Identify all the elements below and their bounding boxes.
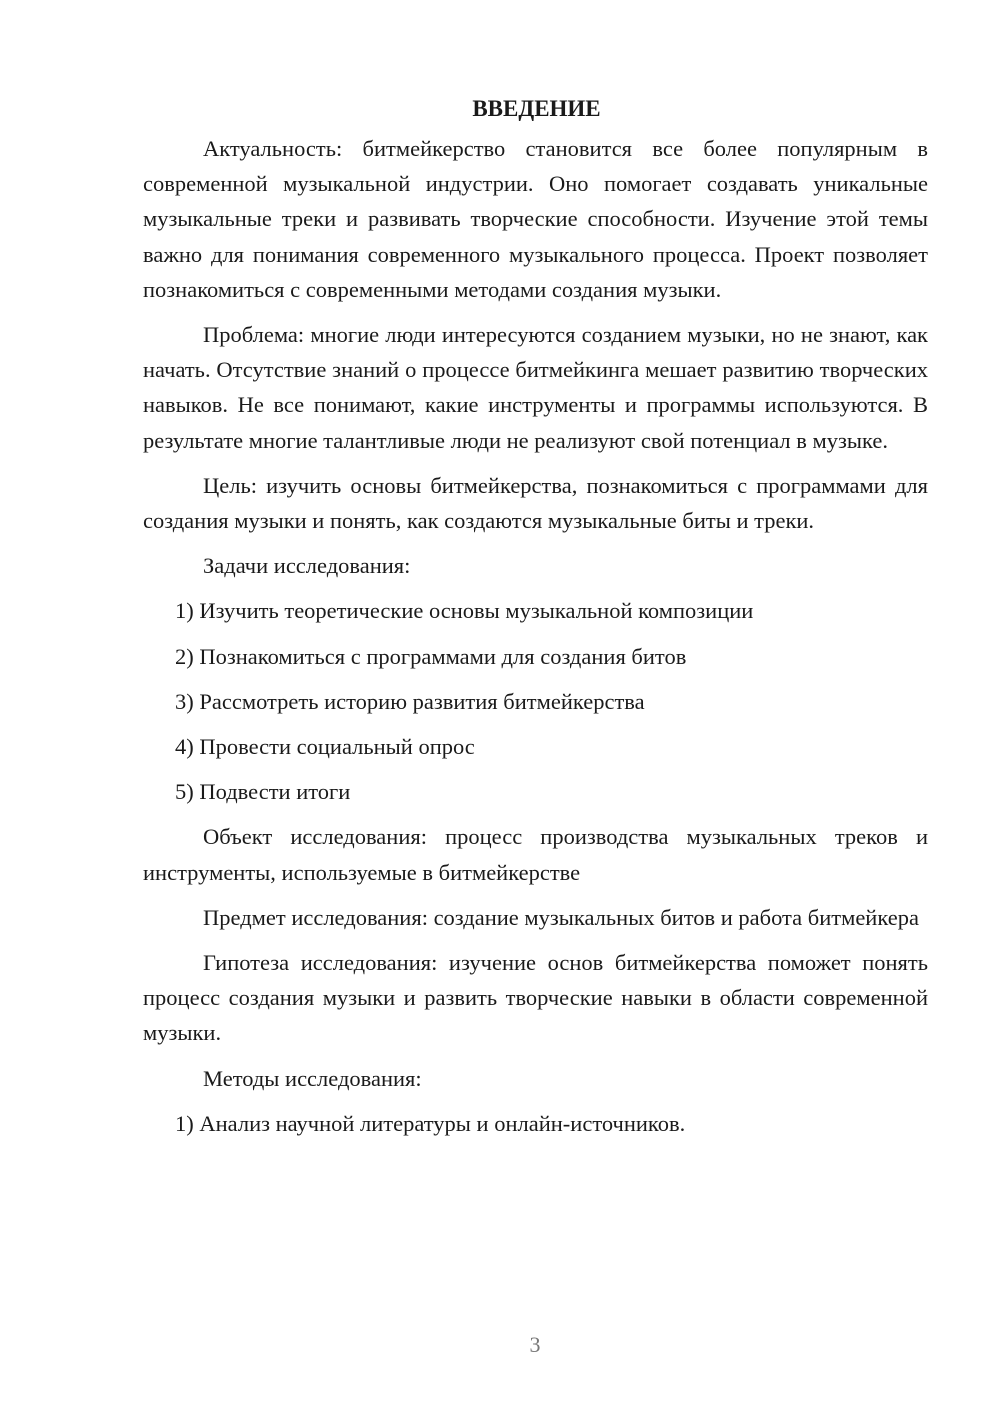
task-item: 5) Подвести итоги bbox=[175, 779, 351, 805]
task-item: 1) Изучить теоретические основы музыкальной композиции bbox=[175, 598, 754, 624]
problem-paragraph: Проблема: многие люди интересуются созданием музыки, но не знают, как начать. Отсутствие знаний о процессе битмейкинга мешает развитию творческих навыков. Не все понимают, какие инструменты и программы используются. В результате многие талантливые люди не реализуют свой потенциал в музыке. bbox=[143, 322, 928, 453]
methods-heading: Методы исследования: bbox=[203, 1065, 422, 1091]
method-item: 1) Анализ научной литературы и онлайн-источников. bbox=[175, 1110, 686, 1136]
tasks-heading: Задачи исследования: bbox=[203, 553, 411, 579]
page-title: ВВЕДЕНИЕ bbox=[472, 96, 601, 121]
goal-paragraph: Цель: изучить основы битмейкерства, познакомиться с программами для создания музыки и понять, как создаются музыкальные биты и треки. bbox=[143, 472, 928, 534]
task-item: 3) Рассмотреть историю развития битмейкерства bbox=[175, 688, 645, 714]
tasks-list bbox=[143, 593, 928, 809]
methods-list bbox=[143, 1106, 928, 1141]
relevance-paragraph: Актуальность: битмейкерство становится все более популярным в современной музыкальной индустрии. Оно помогает создавать уникальные музыкальные треки и развивать творческие способности. Изучение этой темы важно для понимания современного музыкального процесса. Проект позволяет познакомиться с современными методами создания музыки. bbox=[143, 136, 928, 302]
task-item: 2) Познакомиться с программами для создания битов bbox=[175, 643, 687, 669]
subject-paragraph: Предмет исследования: создание музыкальных битов и работа битмейкера bbox=[203, 904, 919, 930]
page-number: 3 bbox=[529, 1332, 541, 1357]
hypothesis-paragraph: Гипотеза исследования: изучение основ битмейкерства поможет понять процесс создания музыки и развить творческие навыки в области современной музыки. bbox=[143, 950, 928, 1046]
task-item: 4) Провести социальный опрос bbox=[175, 734, 475, 760]
document-body bbox=[143, 94, 928, 1151]
object-paragraph: Объект исследования: процесс производства музыкальных треков и инструменты, используемые в битмейкерстве bbox=[143, 824, 928, 885]
